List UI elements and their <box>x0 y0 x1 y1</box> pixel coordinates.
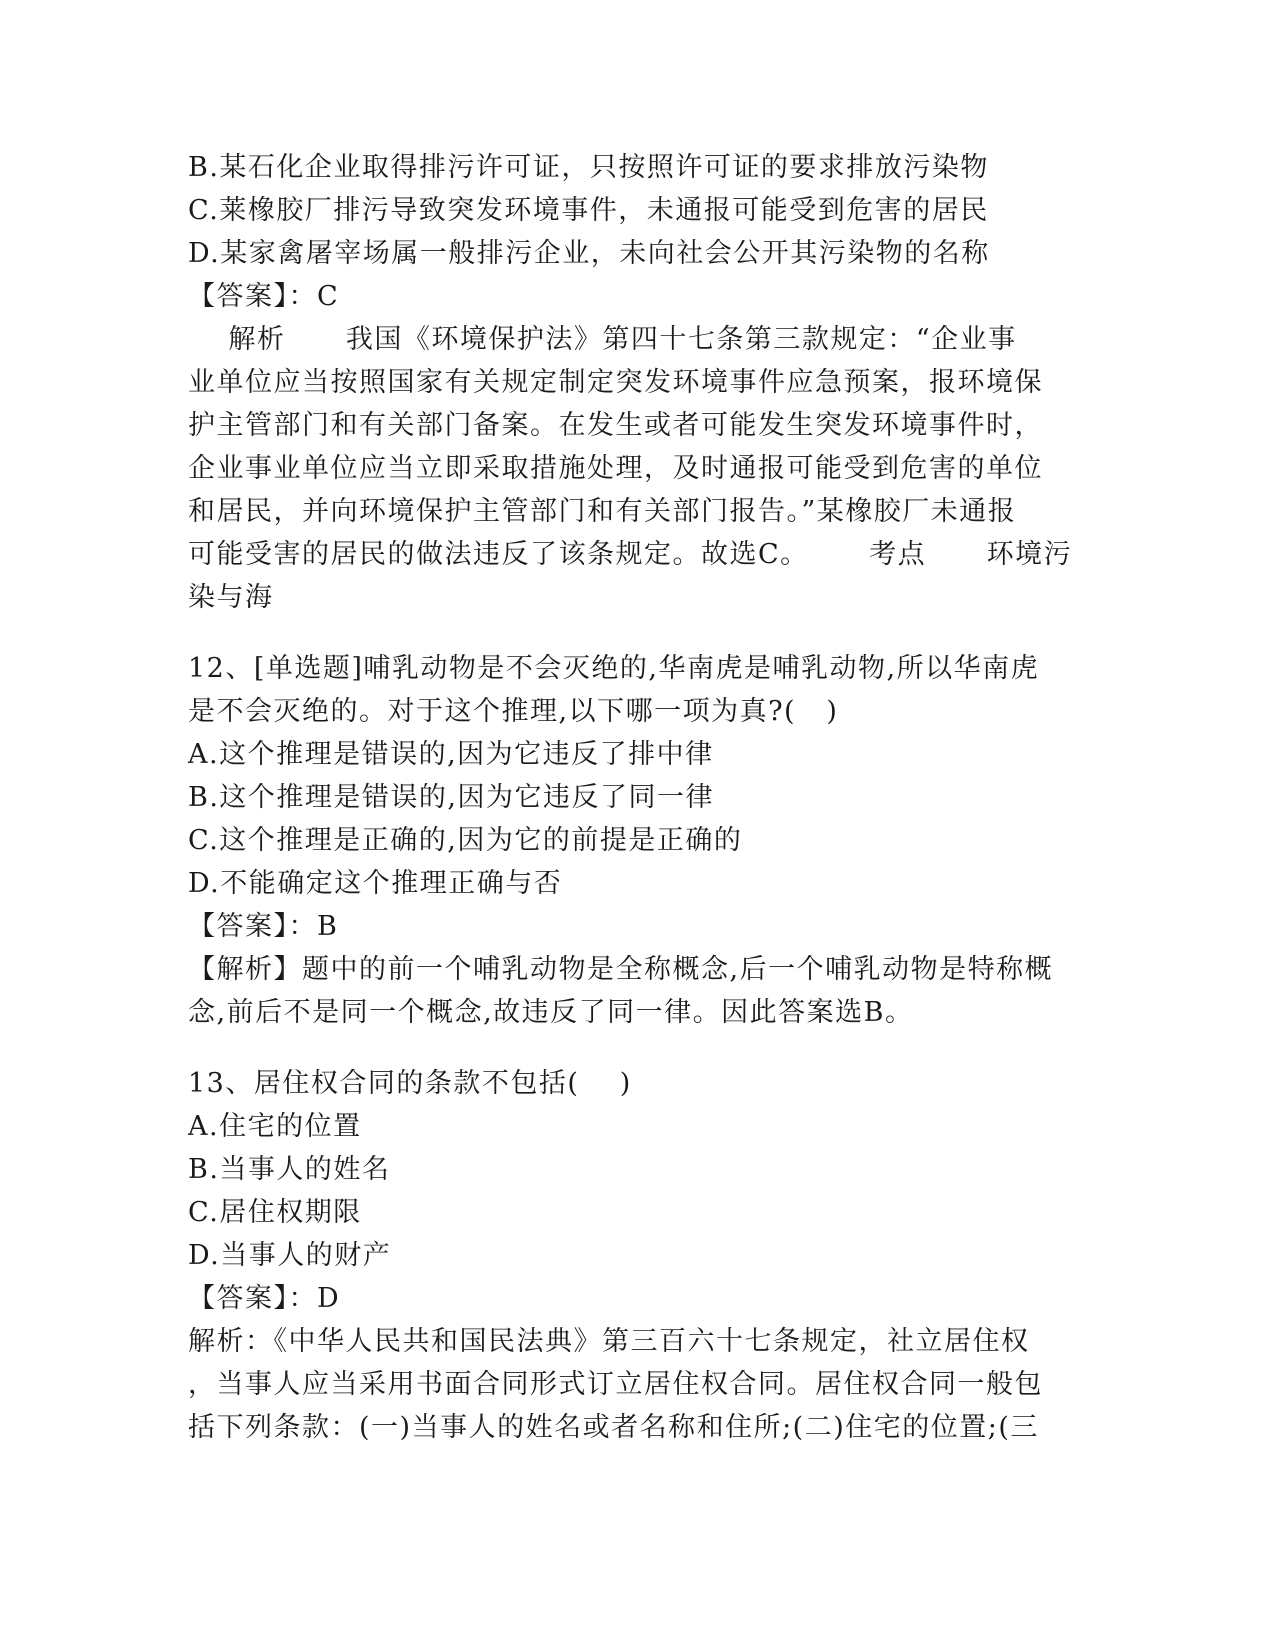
q12-analysis-line: 念,前后不是同一个概念,故违反了同一律。因此答案选B。 <box>188 997 914 1028</box>
document-page <box>188 146 1088 1449</box>
q11-analysis-line: 解析 我国《环境保护法》第四十七条第三款规定：“企业事 <box>188 324 1017 355</box>
q12-option-d: D.不能确定这个推理正确与否 <box>188 868 563 899</box>
question-11-block <box>188 146 1088 619</box>
q11-option-d: D.某家禽屠宰场属一般排污企业，未向社会公开其污染物的名称 <box>188 238 990 269</box>
q12-option-a: A.这个推理是错误的,因为它违反了排中律 <box>188 739 714 770</box>
q13-option-c: C.居住权期限 <box>188 1197 362 1228</box>
q11-option-c: C.莱橡胶厂排污导致突发环境事件，未通报可能受到危害的居民 <box>188 195 989 226</box>
q12-answer: 【答案】：B <box>188 911 339 942</box>
q13-option-d: D.当事人的财产 <box>188 1240 392 1271</box>
q13-answer: 【答案】：D <box>188 1283 341 1314</box>
q11-analysis-line: 染与海 <box>188 582 274 613</box>
q11-option-b: B.某石化企业取得排污许可证，只按照许可证的要求排放污染物 <box>188 152 989 183</box>
question-12-block <box>188 647 1088 1034</box>
q12-analysis-line: 【解析】题中的前一个哺乳动物是全称概念,后一个哺乳动物是特称概 <box>188 954 1054 985</box>
section-gap <box>188 619 1088 647</box>
q12-option-b: B.这个推理是错误的,因为它违反了同一律 <box>188 782 715 813</box>
q11-analysis-line: 业单位应当按照国家有关规定制定突发环境事件应急预案，报环境保 <box>188 367 1043 398</box>
q12-option-c: C.这个推理是正确的,因为它的前提是正确的 <box>188 825 743 856</box>
q11-answer: 【答案】：C <box>188 281 340 312</box>
question-13-block <box>188 1062 1088 1449</box>
q11-analysis-line: 企业事业单位应当立即采取措施处理，及时通报可能受到危害的单位 <box>188 453 1043 484</box>
q13-option-a: A.住宅的位置 <box>188 1111 362 1142</box>
q13-question: 13、居住权合同的条款不包括( ) <box>188 1068 632 1099</box>
q11-analysis-line: 和居民，并向环境保护主管部门和有关部门报告。”某橡胶厂未通报 <box>188 496 1017 527</box>
q13-analysis-line: 解析：《中华人民共和国民法典》第三百六十七条规定，社立居住权 <box>188 1326 1030 1357</box>
q13-analysis-line: ，当事人应当采用书面合同形式订立居住权合同。居住权合同一般包 <box>188 1369 1043 1400</box>
q12-question-line: 12、[单选题]哺乳动物是不会灭绝的,华南虎是哺乳动物,所以华南虎 <box>188 653 1040 684</box>
q13-analysis-line: 括下列条款：(一)当事人的姓名或者名称和住所;(二)住宅的位置;(三 <box>188 1412 1039 1443</box>
q13-option-b: B.当事人的姓名 <box>188 1154 391 1185</box>
q11-analysis-line: 可能受害的居民的做法违反了该条规定。故选C。 考点 环境污 <box>188 539 1073 570</box>
section-gap <box>188 1034 1088 1062</box>
q11-analysis-line: 护主管部门和有关部门备案。在发生或者可能发生突发环境事件时， <box>188 410 1043 441</box>
q12-question-line: 是不会灭绝的。对于这个推理,以下哪一项为真?( ) <box>188 696 839 727</box>
